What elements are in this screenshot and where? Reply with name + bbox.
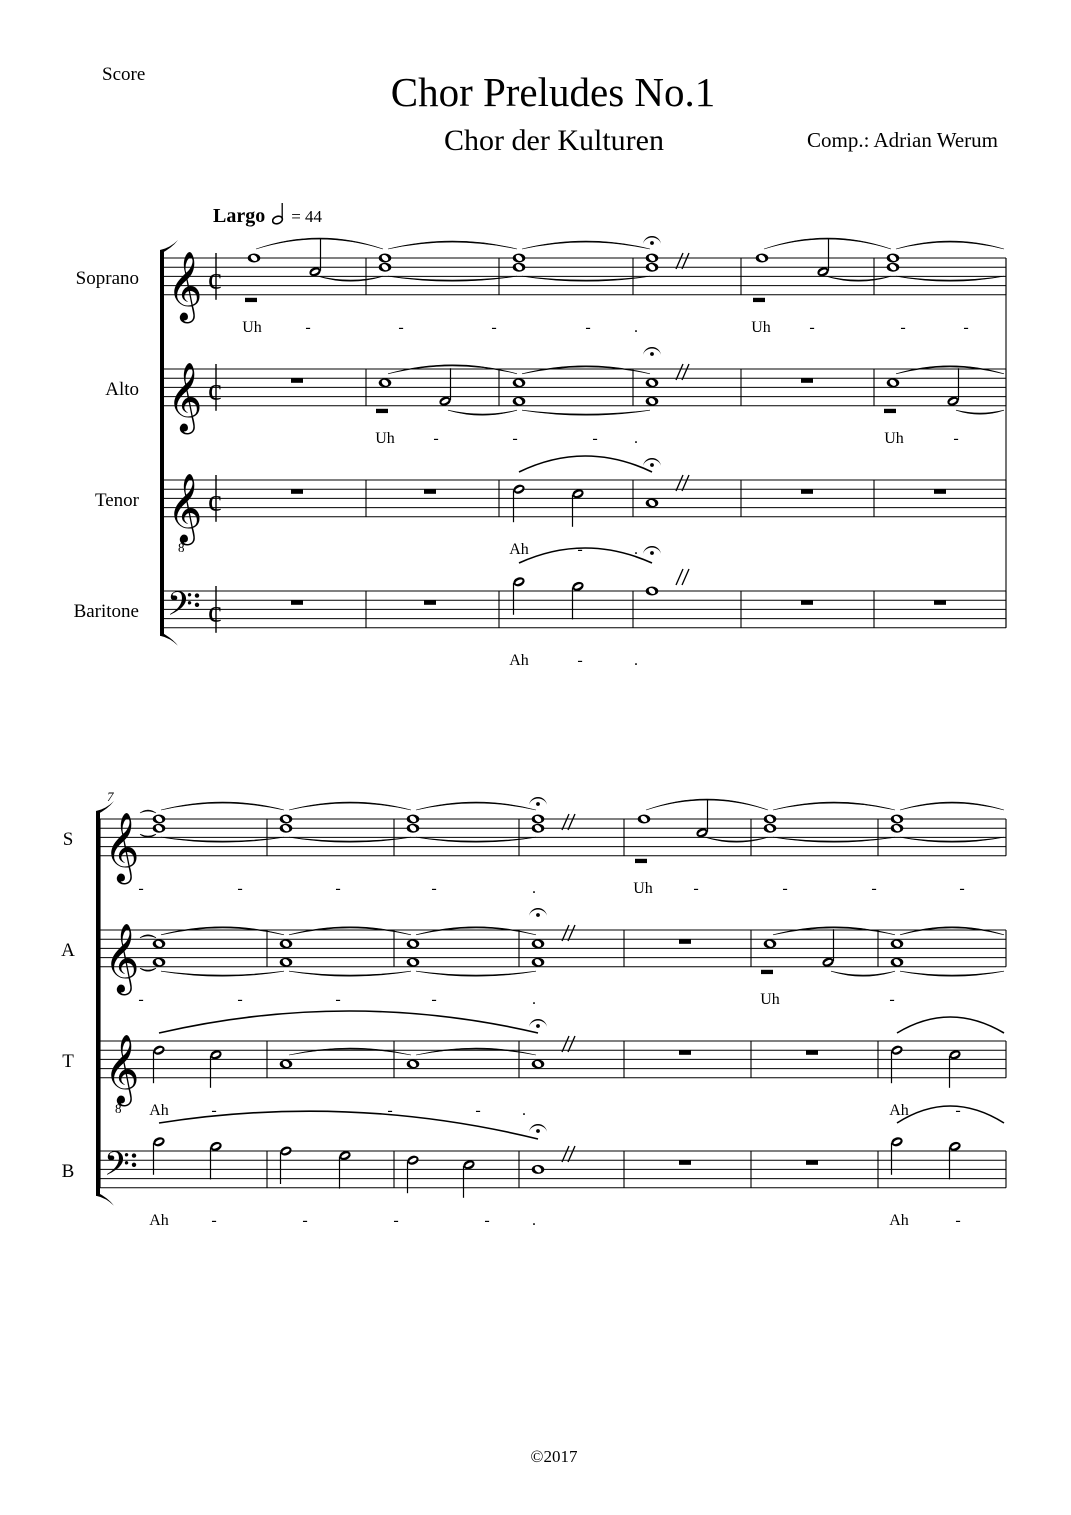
svg-text:c: c xyxy=(208,593,222,629)
slur-arc xyxy=(519,456,652,472)
whole-note xyxy=(407,815,420,824)
tie-arc xyxy=(826,276,891,281)
slur-arc xyxy=(897,1017,1004,1033)
lyric-syllable: . xyxy=(532,880,536,897)
slur-arc xyxy=(519,548,652,563)
lyric-syllable: - xyxy=(387,1102,393,1119)
lyric-syllable: - xyxy=(433,430,439,447)
whole-note xyxy=(764,939,777,948)
lyric-syllable: Uh xyxy=(375,430,395,447)
lyric-syllable: - xyxy=(955,1102,961,1119)
whole-note xyxy=(764,815,777,824)
lyric-syllable: Ah xyxy=(889,1102,909,1119)
whole-note xyxy=(379,254,392,263)
whole-note xyxy=(891,824,904,833)
score-title: Chor Preludes No.1 xyxy=(390,69,716,115)
lyric-syllable: - xyxy=(900,319,906,336)
caesura xyxy=(676,253,683,269)
tie-arc xyxy=(388,241,517,249)
whole-note xyxy=(887,254,900,263)
lyric-syllable: - xyxy=(782,880,788,897)
lyric-syllable: - xyxy=(211,1212,217,1229)
lyric-syllable: Uh xyxy=(884,430,904,447)
tie-arc xyxy=(705,837,768,842)
whole-note xyxy=(646,263,659,272)
caesura xyxy=(676,364,683,380)
score-subtitle: Chor der Kulturen xyxy=(444,124,664,157)
lyric-syllable: . xyxy=(634,541,638,558)
composer-credit: Comp.: Adrian Werum xyxy=(807,128,998,152)
whole-note xyxy=(407,824,420,833)
lyric-syllable: Uh xyxy=(760,991,780,1008)
whole-note xyxy=(407,1060,420,1069)
whole-note xyxy=(280,939,293,948)
whole-note xyxy=(891,958,904,967)
tie-arc xyxy=(900,927,1004,935)
whole-note xyxy=(646,397,659,406)
whole-note xyxy=(280,824,293,833)
whole-note xyxy=(153,815,166,824)
tie-arc xyxy=(896,366,1004,374)
lyric-syllable: - xyxy=(963,319,969,336)
whole-rest xyxy=(679,1160,691,1165)
caesura xyxy=(676,475,683,491)
whole-note xyxy=(532,824,545,833)
lyric-syllable: Ah xyxy=(509,541,529,558)
fermata-icon xyxy=(643,236,661,245)
lyric-syllable: - xyxy=(335,991,341,1008)
tie-arc xyxy=(161,971,284,976)
slur-arc xyxy=(159,1011,538,1033)
treble-clef-icon xyxy=(104,923,139,995)
lyric-syllable: - xyxy=(953,430,959,447)
whole-note xyxy=(153,824,166,833)
slur-arc xyxy=(897,1106,1004,1123)
tie-arc xyxy=(388,276,517,281)
whole-rest xyxy=(934,600,946,605)
caesura xyxy=(682,253,689,269)
svg-text:c: c xyxy=(208,482,222,518)
lyric-syllable: . xyxy=(634,652,638,669)
caesura xyxy=(682,475,689,491)
tie-arc xyxy=(318,276,383,281)
lyric-syllable: - xyxy=(491,319,497,336)
whole-note xyxy=(280,815,293,824)
fermata-icon xyxy=(643,347,661,356)
lyric-syllable: - xyxy=(955,1212,961,1229)
half-rest xyxy=(635,859,647,863)
lyric-syllable: - xyxy=(305,319,311,336)
treble-clef-icon xyxy=(104,812,139,884)
svg-text:𝄞: 𝄞 xyxy=(104,922,140,993)
staff-name-s: S xyxy=(62,829,74,850)
tie-arc xyxy=(900,837,1004,842)
staff-name-tenor: Tenor xyxy=(94,490,139,511)
octave-8-marker: 8 xyxy=(115,1100,122,1116)
lyric-syllable: - xyxy=(512,430,518,447)
lyric-syllable: Uh xyxy=(242,319,262,336)
lyric-syllable: . xyxy=(532,1212,536,1229)
whole-rest xyxy=(291,378,303,383)
staff-name-a: A xyxy=(61,940,75,961)
whole-note xyxy=(764,824,777,833)
lyric-syllable: - xyxy=(211,1102,217,1119)
whole-rest xyxy=(801,489,813,494)
fermata-icon xyxy=(529,797,547,806)
svg-text:𝄞: 𝄞 xyxy=(167,472,203,543)
treble-clef-icon xyxy=(167,251,202,323)
whole-rest xyxy=(291,600,303,605)
tie-arc xyxy=(289,927,411,935)
lyric-syllable: - xyxy=(585,319,591,336)
tie-arc xyxy=(140,810,156,813)
whole-rest xyxy=(801,600,813,605)
whole-note xyxy=(646,499,659,508)
whole-note xyxy=(532,815,545,824)
system-bracket xyxy=(160,250,164,636)
caesura xyxy=(568,814,575,830)
tie-arc xyxy=(140,935,156,938)
whole-note xyxy=(407,958,420,967)
half-rest xyxy=(761,970,773,974)
whole-rest xyxy=(806,1160,818,1165)
tie-arc xyxy=(161,927,284,935)
lyric-syllable: - xyxy=(138,880,144,897)
tie-arc xyxy=(140,968,156,971)
whole-note xyxy=(248,254,261,263)
bracket-hook xyxy=(160,632,178,646)
whole-rest xyxy=(806,1050,818,1055)
cut-time-icon xyxy=(208,364,222,411)
svg-text:𝄞: 𝄞 xyxy=(167,361,203,432)
tie-arc xyxy=(522,366,650,374)
lyric-syllable: - xyxy=(398,319,404,336)
bass-clef-icon xyxy=(167,586,199,632)
tie-arc xyxy=(416,1048,536,1055)
whole-note xyxy=(646,587,659,596)
staff-name-baritone: Baritone xyxy=(73,601,139,622)
caesura xyxy=(568,1036,575,1052)
tie-arc xyxy=(896,241,1004,249)
fermata-icon xyxy=(529,1124,547,1133)
whole-note xyxy=(532,1060,545,1069)
lyric-syllable: Ah xyxy=(509,652,529,669)
lyric-syllable: Ah xyxy=(149,1102,169,1119)
treble-clef-icon xyxy=(167,362,202,434)
lyric-syllable: . xyxy=(532,991,536,1008)
svg-text:c: c xyxy=(208,371,222,407)
fermata-icon xyxy=(529,908,547,917)
caesura xyxy=(568,1146,575,1162)
tie-arc xyxy=(764,238,891,249)
lyric-syllable: - xyxy=(431,991,437,1008)
measure-number: 7 xyxy=(107,789,114,804)
treble-clef-icon xyxy=(104,1034,139,1116)
lyric-syllable: - xyxy=(335,880,341,897)
whole-note xyxy=(646,378,659,387)
whole-rest xyxy=(801,378,813,383)
treble-clef-icon xyxy=(167,473,202,555)
tie-arc xyxy=(773,837,895,842)
lyric-syllable: Uh xyxy=(633,880,653,897)
whole-note xyxy=(407,939,420,948)
fermata-icon xyxy=(643,458,661,467)
tie-arc xyxy=(256,238,383,249)
whole-note xyxy=(153,939,166,948)
lyric-syllable: Ah xyxy=(889,1212,909,1229)
staff-name-t: T xyxy=(62,1051,74,1072)
lyric-syllable: - xyxy=(475,1102,481,1119)
caesura xyxy=(562,814,569,830)
tie-arc xyxy=(289,837,411,842)
svg-text:𝄢: 𝄢 xyxy=(104,1145,130,1192)
tie-arc xyxy=(416,837,536,842)
tie-arc xyxy=(161,837,284,842)
whole-rest xyxy=(424,600,436,605)
cut-time-icon xyxy=(208,253,222,300)
lyric-syllable: - xyxy=(577,541,583,558)
svg-text:c: c xyxy=(208,260,222,296)
lyric-syllable: . xyxy=(634,430,638,447)
staff-name-alto: Alto xyxy=(105,379,139,400)
tie-arc xyxy=(522,410,650,415)
fermata-icon xyxy=(643,546,661,555)
lyric-syllable: - xyxy=(959,880,965,897)
caesura xyxy=(562,1036,569,1052)
fermata-icon xyxy=(529,1019,547,1028)
lyric-syllable: - xyxy=(693,880,699,897)
whole-note xyxy=(280,958,293,967)
bass-clef-icon xyxy=(104,1146,136,1192)
whole-note xyxy=(379,378,392,387)
whole-note xyxy=(887,263,900,272)
octave-8-marker: 8 xyxy=(178,539,185,555)
lyric-syllable: - xyxy=(577,652,583,669)
svg-text:𝄞: 𝄞 xyxy=(104,811,140,882)
tie-arc xyxy=(289,802,411,810)
half-rest xyxy=(376,409,388,413)
whole-note xyxy=(379,263,392,272)
lyric-syllable: - xyxy=(484,1212,490,1229)
tie-arc xyxy=(161,802,284,810)
tie-arc xyxy=(773,802,895,810)
whole-note xyxy=(513,254,526,263)
half-rest xyxy=(245,298,257,302)
staff-name-soprano: Soprano xyxy=(75,268,139,289)
lyric-syllable: Ah xyxy=(149,1212,169,1229)
tie-arc xyxy=(522,241,650,249)
svg-text:𝄢: 𝄢 xyxy=(167,585,193,632)
whole-note xyxy=(513,378,526,387)
score-label: Score xyxy=(102,64,146,85)
lyric-syllable: Uh xyxy=(751,319,771,336)
cut-time-icon xyxy=(208,475,222,522)
tie-arc xyxy=(831,971,895,976)
whole-note xyxy=(891,815,904,824)
lyric-syllable: - xyxy=(809,319,815,336)
svg-text:𝄞: 𝄞 xyxy=(104,1033,140,1104)
lyric-syllable: - xyxy=(889,991,895,1008)
whole-note xyxy=(646,254,659,263)
half-rest xyxy=(753,298,765,302)
whole-rest xyxy=(424,489,436,494)
staff-name-b: B xyxy=(61,1161,75,1182)
whole-note xyxy=(638,815,651,824)
svg-text:𝄞: 𝄞 xyxy=(167,250,203,321)
lyric-syllable: - xyxy=(431,880,437,897)
tie-arc xyxy=(289,971,411,976)
lyric-syllable: - xyxy=(592,430,598,447)
half-rest xyxy=(884,409,896,413)
lyric-syllable: - xyxy=(871,880,877,897)
lyric-syllable: - xyxy=(237,991,243,1008)
whole-note xyxy=(887,378,900,387)
whole-note xyxy=(756,254,769,263)
lyric-syllable: - xyxy=(237,880,243,897)
whole-rest xyxy=(934,489,946,494)
caesura xyxy=(562,925,569,941)
whole-note xyxy=(513,263,526,272)
caesura xyxy=(562,1146,569,1162)
caesura xyxy=(676,569,683,585)
tie-arc xyxy=(416,927,536,935)
whole-note xyxy=(532,939,545,948)
tie-arc xyxy=(956,410,1004,414)
lyric-syllable: - xyxy=(302,1212,308,1229)
cut-time-icon xyxy=(208,586,222,633)
lyric-syllable: - xyxy=(393,1212,399,1229)
lyric-syllable: . xyxy=(522,1102,526,1119)
whole-rest xyxy=(679,939,691,944)
whole-note xyxy=(513,397,526,406)
tempo-bpm: = 44 xyxy=(291,207,323,226)
lyric-syllable: - xyxy=(299,1102,305,1119)
whole-note xyxy=(532,958,545,967)
tie-arc xyxy=(896,276,1004,281)
tie-arc xyxy=(900,971,1004,976)
system-bracket xyxy=(96,811,100,1196)
tie-arc xyxy=(416,971,536,976)
copyright: ©2017 xyxy=(530,1447,578,1466)
bracket-hook xyxy=(96,1192,114,1206)
caesura xyxy=(682,569,689,585)
tie-arc xyxy=(448,410,517,415)
whole-note xyxy=(280,1060,293,1069)
slur-arc xyxy=(159,1111,538,1139)
whole-rest xyxy=(679,1050,691,1055)
lyric-syllable: . xyxy=(634,319,638,336)
whole-note xyxy=(153,958,166,967)
tie-arc xyxy=(416,802,536,810)
caesura xyxy=(568,925,575,941)
whole-rest xyxy=(291,489,303,494)
caesura xyxy=(682,364,689,380)
tie-arc xyxy=(140,834,156,837)
tie-arc xyxy=(900,802,1004,810)
whole-note xyxy=(532,1165,545,1174)
tie-arc xyxy=(522,276,650,281)
tempo-word: Largo xyxy=(213,205,266,227)
tie-arc xyxy=(289,1048,411,1055)
lyric-syllable: - xyxy=(138,991,144,1008)
whole-note xyxy=(891,939,904,948)
